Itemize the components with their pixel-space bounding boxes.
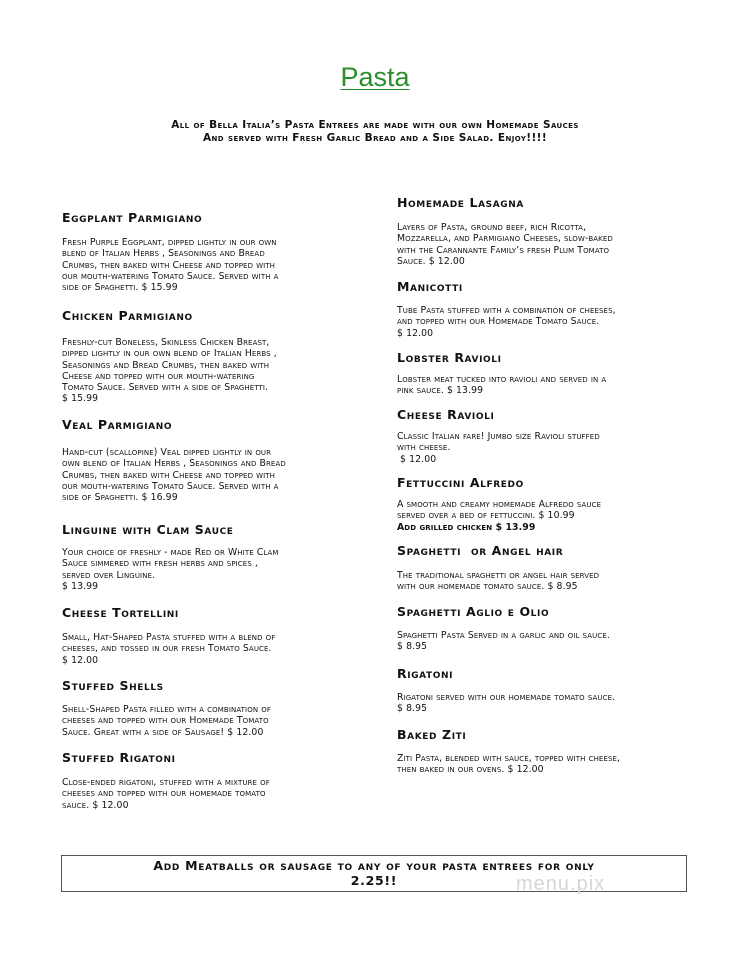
item-name: Chicken Parmigiano [62,308,193,323]
item-description: Hand-cut (scallopine) Veal dipped lightly in our own blend of Italian Herbs , Seasonings and Bread Crumbs, then baked with Cheese and topped with our mouth-watering Tomato Sauce. Served with a side of Spaghetti. $ 16.99 [62,447,286,504]
menu-item-rigatoni [397,666,693,715]
item-name: Spaghetti or Angel hair [397,543,564,558]
intro-line: All of Bella Italia’s Pasta Entrees are made with our own Homemade Sauces [171,119,579,131]
item-name: Spaghetti Aglio e Olio [397,604,550,619]
notice-line: Add Meatballs or sausage to any of your pasta entrees for only [153,858,595,873]
item-description: The traditional spaghetti or angel hair served with our homemade tomato sauce. $ 8.95 [397,570,600,593]
item-description: Lobster meat tucked into ravioli and served in a pink sauce. $ 13.99 [397,374,607,397]
item-name: Homemade Lasagna [397,195,524,210]
item-description: A smooth and creamy homemade Alfredo sauce served over a bed of fettuccini. $ 10.99 [397,499,602,522]
menu-item-spaghetti-aglio-e-olio [397,604,693,653]
item-description: Classic Italian fare! Jumbo size Ravioli stuffed with cheese. $ 12.00 [397,431,600,465]
menu-item-cheese-tortellini [62,605,358,666]
item-name: Baked Ziti [397,727,467,742]
item-description: Close-ended rigatoni, stuffed with a mixture of cheeses and topped with our homemade tomato sauce. $ 12.00 [62,777,270,811]
item-description: Shell-Shaped Pasta filled with a combination of cheeses and topped with our Homemade Tomato Sauce. Great with a side of Sausage! $ 12.00 [62,704,271,738]
menu-item-cheese-ravioli [397,407,693,465]
menu-item-linguine-clam-sauce [62,522,358,592]
page-title: Pasta [340,62,410,92]
notice-line: 2.25!! [350,873,398,888]
menu-item-spaghetti-angel-hair [397,543,693,593]
item-description: Ziti Pasta, blended with sauce, topped with cheese, then baked in our ovens. $ 12.00 [397,753,621,776]
item-description: Layers of Pasta, ground beef, rich Ricotta, Mozzarella, and Parmigiano Cheeses, slow-baked with the Carannante Family’s fresh Plum Tomato Sauce. $ 12.00 [397,222,613,267]
item-name: Cheese Ravioli [397,407,495,422]
item-name: Rigatoni [397,666,454,681]
intro-text [40,119,710,145]
item-name: Eggplant Parmigiano [62,210,203,225]
item-description: Small, Hat-Shaped Pasta stuffed with a blend of cheeses, and tossed in our fresh Tomato Sauce. $ 12.00 [62,632,276,666]
menu-item-lobster-ravioli [397,350,693,397]
menu-item-homemade-lasagna [397,195,693,267]
item-description: Freshly-cut Boneless, Skinless Chicken Breast, dipped lightly in our own blend of Italian Herbs , Seasonings and Bread Crumbs, then baked with Cheese and topped with our mouth-watering Tomato Sauce. Served with a side of Spaghetti. $ 15.99 [62,337,277,405]
item-description: Tube Pasta stuffed with a combination of cheeses, and topped with our Homemade Tomato Sauce. $ 12.00 [397,305,616,339]
item-description: Rigatoni served with our homemade tomato sauce. $ 8.95 [397,692,616,715]
menu-item-manicotti [397,279,693,339]
item-name: Stuffed Rigatoni [62,750,176,765]
menu-item-fettuccini-alfredo [397,475,693,533]
menu-item-veal-parmigiano [62,417,358,503]
menu-item-baked-ziti [397,727,693,776]
intro-line: And served with Fresh Garlic Bread and a Side Salad. Enjoy!!!! [202,132,548,144]
item-name: Cheese Tortellini [62,605,179,620]
item-description: Your choice of freshly - made Red or White Clam Sauce simmered with fresh herbs and spices , served over Linguine. $ 13.99 [62,547,279,592]
menu-item-stuffed-shells [62,678,358,738]
item-name: Stuffed Shells [62,678,164,693]
item-name: Manicotti [397,279,463,294]
item-name: Fettuccini Alfredo [397,475,524,490]
item-description: Spaghetti Pasta Served in a garlic and oil sauce. $ 8.95 [397,630,610,653]
item-name: Linguine with Clam Sauce [62,522,234,537]
add-grilled-chicken-option: Add grilled chicken $ 13.99 [397,521,536,533]
item-name: Veal Parmigiano [62,417,173,432]
menu-item-eggplant-parmigiano [62,210,358,293]
item-description: Fresh Purple Eggplant, dipped lightly in our own blend of Italian Herbs , Seasonings and Bread Crumbs, then baked with Cheese and topped with our mouth-watering Tomato Sauce. Served with a side of Spaghetti. $ 15.99 [62,237,279,294]
watermark: menu.pix [516,873,606,895]
menu-item-chicken-parmigiano [62,308,358,405]
menu-item-stuffed-rigatoni [62,750,358,811]
item-name: Lobster Ravioli [397,350,502,365]
